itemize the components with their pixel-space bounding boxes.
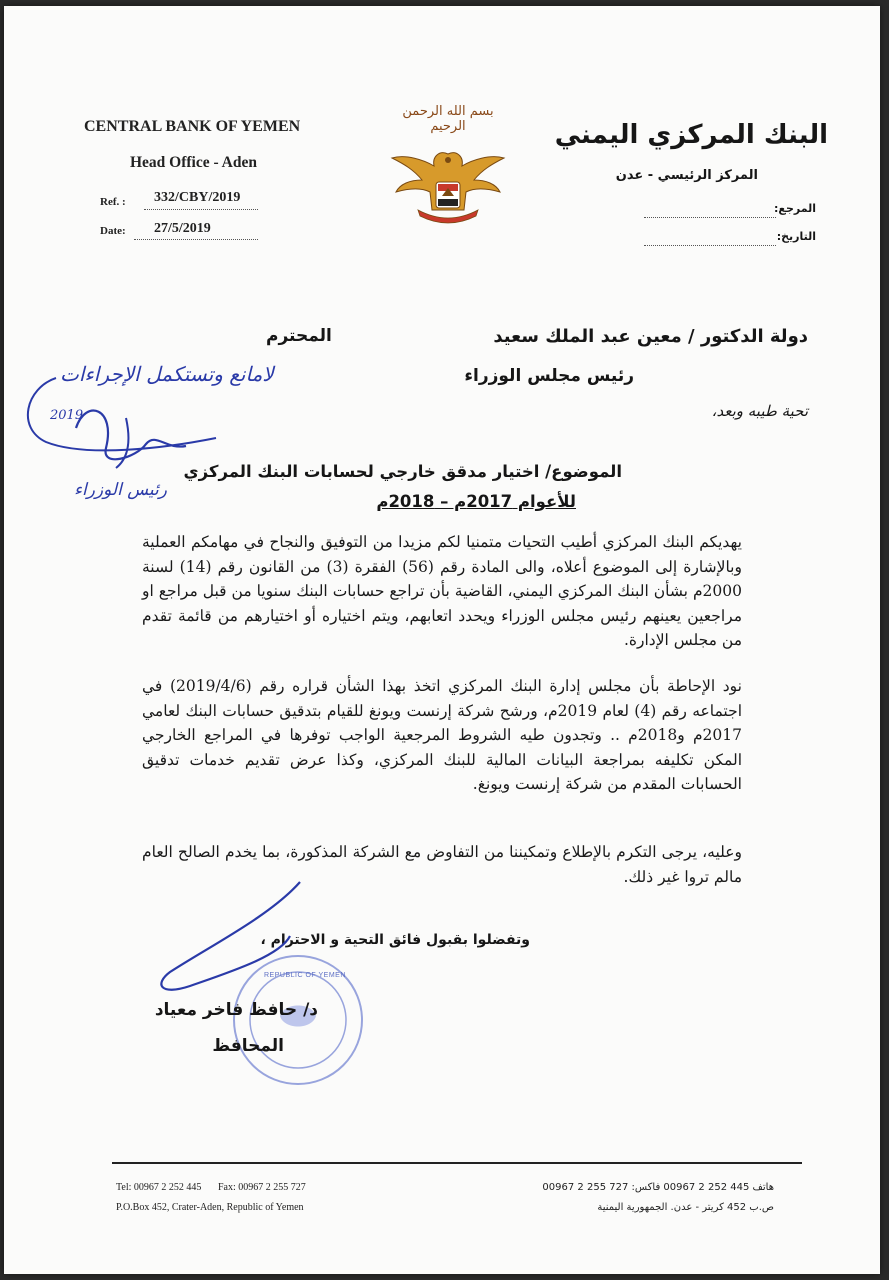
handwritten-approval-note: لامانع وتستكمل الإجراءات [60,362,274,386]
ref-label: Ref. : [100,196,126,208]
subject-line-2: للأعوام 2017م – 2018م [376,492,576,511]
basmala: بسم الله الرحمن الرحيم [402,104,494,134]
addressee-title: رئيس مجلس الوزراء [464,366,634,386]
governor-position: المحافظ [212,1036,284,1056]
body-paragraph-1 [142,530,742,653]
handwritten-date: 2019 [50,408,84,423]
english-bank-name: CENTRAL BANK OF YEMEN [84,118,301,135]
arabic-ref-dotted-line [644,216,776,218]
arabic-date-dotted-line [644,244,776,246]
governor-name: د/ حافظ فاخر معياد [154,1000,318,1020]
arabic-date-label: التاريخ: [776,230,816,243]
date-dotted-line [134,238,258,240]
footer-arabic-phones: هاتف 445 252 2 00967 فاكس: 727 255 2 00967 [542,1182,774,1193]
footer-tel: Tel: 00967 2 252 445 [116,1182,202,1193]
eagle-emblem-icon [388,140,508,228]
date-value: 27/5/2019 [154,221,211,236]
subject-line-1: الموضوع/ اختيار مدقق خارجي لحسابات البنك المركزي [183,462,622,481]
body-paragraph-2 [142,674,742,797]
arabic-ref-label: المرجع: [774,202,816,215]
body-paragraph-3-text: وعليه، يرجى التكرم بالإطلاع وتمكيننا من التفاوض مع الشركة المذكورة، بما يخدم الصالح العام مالم تروا غير ذلك. [142,843,742,886]
ref-value: 332/CBY/2019 [154,190,241,205]
body-paragraph-2-text: نود الإحاطة بأن مجلس إدارة البنك المركزي اتخذ بهذا الشأن قراره رقم (2019/4/6) في اجتماعه رقم (4) لعام 2019م، ورشح شركة إرنست ويونغ للقيام بتدقيق حسابات البنك لعامي 2017م و2018م .. وتجدون طيه الشروط المرجعية الواجب توفرها في المراجع الخارجي المكن تكليفه بمراجعة البيانات المالية للبنك المركزي، وكذا عرض تقديم خدمات تدقيق الحسابات المقدم من شركة إرنست ويونغ. [142,677,742,794]
english-office: Head Office - Aden [130,154,257,171]
footer-rule [112,1162,802,1164]
arabic-bank-name: البنك المركزي اليمني [554,120,828,150]
stamp-text: REPUBLIC OF YEMEN [264,972,346,979]
footer-arabic-address: ص.ب 452 كريتر - عدن. الجمهورية اليمنية [597,1202,774,1213]
ref-dotted-line [144,208,258,210]
handwritten-signer: رئيس الوزراء [74,480,167,500]
letter-page [4,6,880,1274]
addressee-name: دولة الدكتور / معين عبد الملك سعيد [493,326,808,347]
footer-fax: Fax: 00967 2 255 727 [218,1182,306,1193]
greeting: تحية طيبه وبعد، [711,402,808,420]
governor-signature-icon [150,876,310,1006]
arabic-office: المركز الرئيسي - عدن [615,168,758,183]
date-label: Date: [100,225,126,237]
footer-pobox: P.O.Box 452, Crater-Aden, Republic of Yemen [116,1202,304,1213]
addressee-honorific: المحترم [266,326,332,346]
closing-line: وتفضلوا بقبول فائق التحية و الاحترام ، [260,932,530,948]
body-paragraph-1-text: يهديكم البنك المركزي أطيب التحيات متمنيا لكم مزيدا من التوفيق والنجاح في مهامكم العملية وبالإشارة إلى الموضوع أعلاه، والى المادة رقم (56) الفقرة (3) من القانون رقم (14) لسنة 2000م بشأن البنك المركزي اليمني، القاضية بأن تراجع حسابات البنك سنويا من قبل مراجع او مراجعين يعينهم رئيس مجلس الوزراء ويحدد اتعابهم، ويتم اختياره أو اختيارهم من قائمة تقدم من مجلس الإدارة. [142,533,742,650]
